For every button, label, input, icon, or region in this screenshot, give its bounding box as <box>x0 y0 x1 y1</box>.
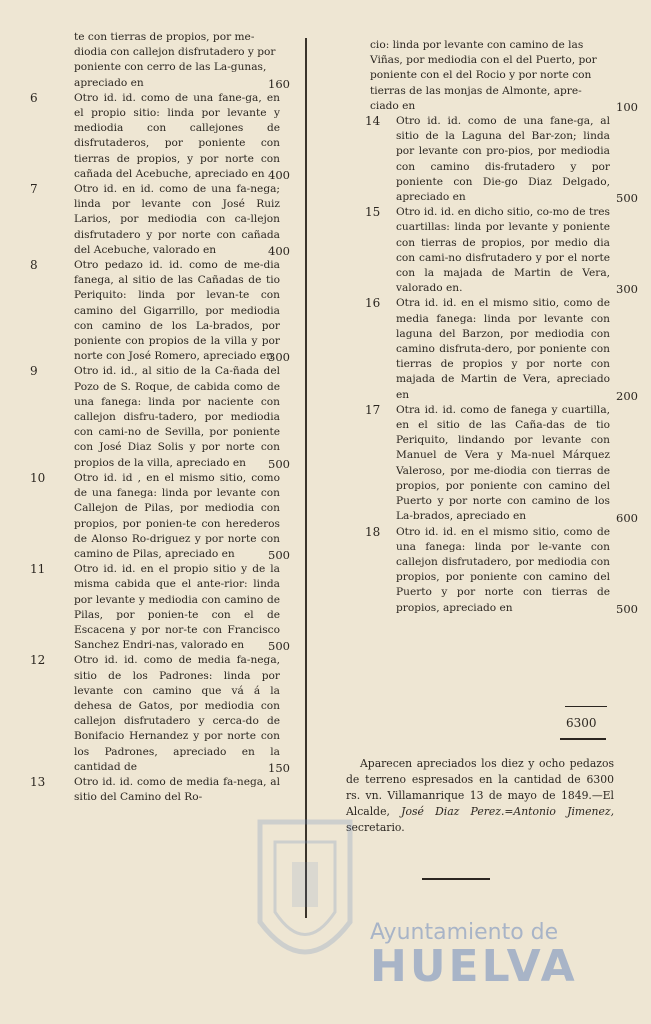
right-continuation <box>360 38 638 115</box>
entry-text: Otro id. id. como de una fane-ga, en el propio sitio: linda por levante y mediodia con callejones de disfrutaderos, por poniente con tierras de propios, y por norte con cañada del Acebuche, apreciado en <box>74 91 280 180</box>
list-item <box>360 114 638 206</box>
entry-number: 14 <box>365 114 381 129</box>
list-item <box>30 653 290 775</box>
entry-text: Otra id. id. en el mismo sitio, como de media fanega: linda por levante con laguna del Barzon, por mediodia con camino disfruta-dero, por poniente con tierras de propios y por norte con majada de Martin de Vera, apreciado en <box>396 297 610 401</box>
column-divider <box>305 38 307 918</box>
entry-number: 6 <box>30 90 38 105</box>
entry-text: Otro id. id , en el mismo sitio, como de una fanega: linda por levante con Callejon de Pilas, por mediodia con propios, por ponien-te con herederos de Alonso Ro-driguez y por norte con camino de Pilas, apreciado en <box>74 471 280 560</box>
entry-text: Otro id. id. en dicho sitio, co-mo de tres cuartillas: linda por levante y poniente con tierras de propios, por medio dia con cami-no disfrutadero y por el norte con la majada de Martin de Vera, valorado en. <box>396 206 610 295</box>
price: 160 <box>268 76 290 91</box>
left-entries <box>30 90 290 806</box>
entry-text: Otro id. id., al sitio de la Ca-ñada del Pozo de S. Roque, de cabida como de una fanega: linda por naciente con callejon disfru-tadero, por mediodia con cami-no de Sevilla, por poniente con José Diaz Solis y por norte con propios de la villa, apreciado en <box>74 365 280 469</box>
price: 300 <box>616 282 638 297</box>
signature-role: secretario. <box>346 821 405 834</box>
price: 300 <box>268 350 290 365</box>
entry-number: 15 <box>365 205 381 220</box>
entry-number: 11 <box>30 562 46 577</box>
continuation-text: te con tierras de propios, por me-diodia con callejon disfrutadero y por poniente con cerro de las La-gunas, apreciado en <box>74 31 276 89</box>
list-item <box>30 470 290 563</box>
entry-text: Otro pedazo id. id. como de me-dia fanega, al sitio de las Cañadas de tio Periquito: linda por levan-te con camino del Gigarrillo, por mediodia con camino de los La-brados, por poniente con propios de la villa y por norte con José Romero, apreciado en <box>74 259 280 363</box>
entry-number: 13 <box>30 774 46 789</box>
list-item <box>30 562 290 654</box>
list-item <box>360 205 638 297</box>
price: 150 <box>268 760 290 775</box>
list-item <box>360 524 638 616</box>
entry-text: Otro id. id. como de media fa-nega, al sitio del Camino del Ro- <box>74 775 280 804</box>
list-item <box>30 258 290 365</box>
watermark-line1: Ayuntamiento de <box>370 920 559 945</box>
entry-text: Otro id. en id. como de una fa-nega; linda por levante con José Ruiz Larios, por mediodia con ca-llejon disfrutadero y por norte con cañada del Acebuche, valorado en <box>74 183 280 256</box>
price: 100 <box>616 100 638 115</box>
entry-number: 9 <box>30 364 38 379</box>
right-column <box>360 38 638 616</box>
watermark-line2: HUELVA <box>370 941 578 992</box>
price: 500 <box>616 601 638 616</box>
list-item <box>30 364 290 471</box>
list-item <box>30 182 290 259</box>
entry-number: 18 <box>365 524 381 539</box>
price: 400 <box>268 244 290 259</box>
entry-text: Otro id. id. en el propio sitio y de la misma cabida que el ante-rior: linda por levante y mediodia con camino de Pilas, por ponien-te con el de Escacena y por nor-te con Francisco Sanchez Endri-nas, valorado en <box>74 563 280 652</box>
watermark-text <box>370 920 578 992</box>
entry-number: 8 <box>30 258 38 273</box>
sum-line <box>565 706 607 707</box>
list-item <box>30 775 280 805</box>
price: 500 <box>616 191 638 206</box>
price: 500 <box>268 456 290 471</box>
price: 500 <box>268 548 290 563</box>
entry-number: 10 <box>30 470 46 485</box>
continuation-text: cio: linda por levante con camino de las Viñas, por mediodia con el del Puerto, por poniente con el del Rocio y por norte con tierras de las monjas de Almonte, apre-ciado en <box>370 39 597 112</box>
entry-number: 7 <box>30 182 38 197</box>
entry-number: 16 <box>365 296 381 311</box>
list-item <box>30 90 290 183</box>
entry-text: Otro id. id. como de media fa-nega, sitio de los Padrones: linda por levante con camino que vá á la dehesa de Gatos, por mediodia con callejon disfrutadero y cerca-do de Bonifacio Hernandez y por norte con los Padrones, apreciado en la cantidad de <box>74 654 280 773</box>
price: 400 <box>268 168 290 183</box>
list-item <box>360 296 638 403</box>
list-item <box>360 402 638 525</box>
left-continuation <box>30 30 290 91</box>
price: 200 <box>616 388 638 403</box>
closing-text: Aparecen apreciados los diez y ocho pedazos de terreno espresados en la cantidad de 6300 rs. vn. Villamanrique 13 de mayo de 1849.—El Alcalde, <box>346 757 614 818</box>
signature: José Diaz Perez.=Antonio Jimenez, <box>401 805 615 818</box>
entry-number: 17 <box>365 402 381 417</box>
price: 600 <box>616 510 638 525</box>
entry-text: Otra id. id. como de fanega y cuartilla, en el sitio de las Caña-das de tio Periquito, lindando por levante con Manuel de Vera y Ma-nuel Márquez Valeroso, por me-diodia con tierras de propios, por poniente con camino del Puerto y por norte con camino de los La-brados, apreciado en <box>396 403 610 523</box>
total-amount: 6300 <box>566 716 597 730</box>
entry-text: Otro id. id. en el mismo sitio, como de una fanega: linda por le-vante con callejon disfrutadero, por mediodia con propios, por poniente con camino del Puerto y por norte con tierras de propios, apreciado en <box>396 525 610 614</box>
entry-number: 12 <box>30 653 46 668</box>
entry-text: Otro id. id. como de una fane-ga, al sitio de la Laguna del Bar-zon; linda por levante con pro-pios, por mediodia con camino dis-frutadero y por poniente con Die-go Diaz Delgado, apreciado en <box>396 115 610 204</box>
price: 500 <box>268 639 290 654</box>
total-rule <box>560 738 606 740</box>
left-column <box>30 30 290 805</box>
